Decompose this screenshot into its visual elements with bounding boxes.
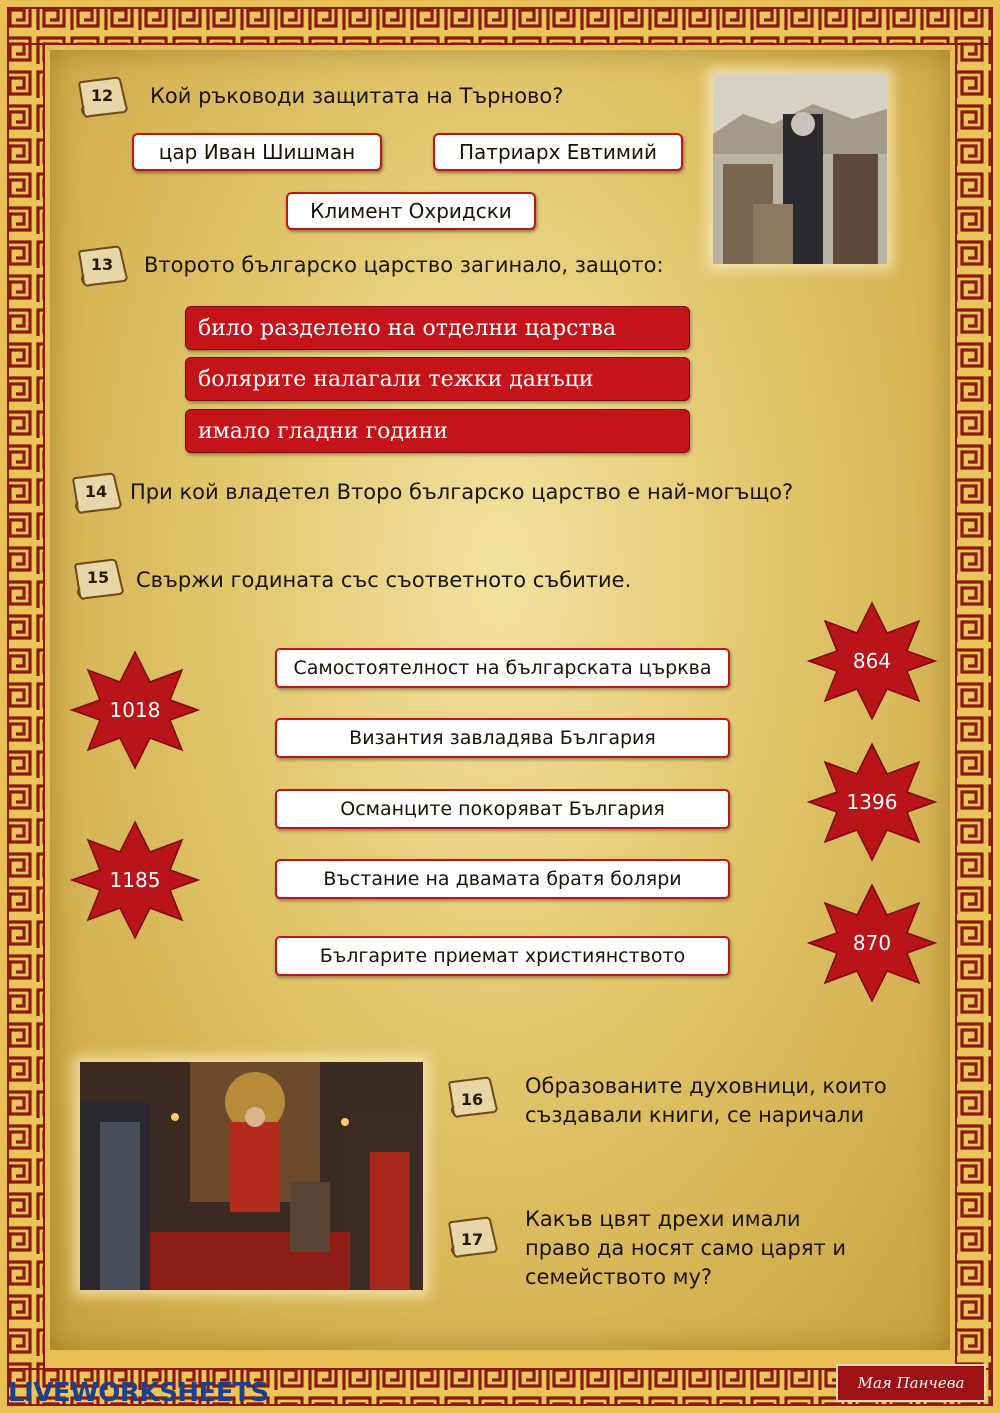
year-star[interactable] (807, 883, 937, 1003)
scroll-icon (446, 1076, 498, 1120)
option-ivan-shishman[interactable]: цар Иван Шишман (132, 133, 382, 171)
question-15-text: Свържи годината със съответното събитие. (136, 568, 632, 592)
question-14-text: При кой владетел Второ българско царство е най-могъщо? (130, 480, 794, 504)
option-kliment-ohridski[interactable]: Климент Охридски (286, 192, 536, 230)
event-card[interactable]: Българите приемат християнството (275, 936, 730, 976)
liveworksheets-logo[interactable]: LIVEWORKSHEETS (8, 1378, 269, 1408)
option-patriarch-evtimiy[interactable]: Патриарх Евтимий (433, 133, 683, 171)
question-17-line: право да носят само царят и (525, 1236, 847, 1260)
year-star[interactable] (70, 650, 200, 770)
question-17-line: Какъв цвят дрехи имали (525, 1207, 801, 1231)
author-badge: Мая Панчева (836, 1364, 986, 1402)
question-number: 13 (90, 255, 114, 274)
answer-option[interactable]: било разделено на отделни царства (185, 306, 690, 350)
question-12-text: Кой ръководи защитата на Търново? (150, 84, 564, 108)
event-card[interactable]: Въстание на двамата братя боляри (275, 859, 730, 899)
question-17-line: семейството му? (525, 1265, 713, 1289)
question-17-text (525, 1205, 846, 1292)
question-number: 16 (460, 1090, 484, 1109)
answer-option[interactable]: болярите налагали тежки данъци (185, 357, 690, 401)
scroll-icon (72, 558, 124, 602)
scroll-icon (70, 472, 122, 516)
event-card[interactable]: Османците покоряват България (275, 789, 730, 829)
scroll-icon (446, 1216, 498, 1260)
year-label: 864 (852, 649, 892, 673)
year-label: 1185 (109, 868, 161, 892)
year-star[interactable] (807, 742, 937, 862)
question-13-text: Второто българско царство загинало, защото: (144, 253, 664, 277)
scroll-icon (76, 245, 128, 289)
year-star[interactable] (70, 820, 200, 940)
question-number: 15 (86, 568, 110, 587)
question-16-text (525, 1072, 887, 1130)
question-number: 17 (460, 1230, 484, 1249)
question-16-line: създавали книги, се наричали (525, 1103, 865, 1127)
painting-tsar-court (80, 1062, 423, 1290)
scroll-icon (76, 76, 128, 120)
year-label: 1018 (109, 698, 161, 722)
event-card[interactable]: Византия завладява България (275, 718, 730, 758)
year-label: 870 (852, 931, 892, 955)
answer-option[interactable]: имало гладни години (185, 409, 690, 453)
year-label: 1396 (846, 790, 898, 814)
question-16-line: Образованите духовници, които (525, 1074, 887, 1098)
event-card[interactable]: Самостоятелност на българската църква (275, 648, 730, 688)
painting-patriarch (713, 74, 887, 264)
question-number: 12 (90, 86, 114, 105)
question-number: 14 (84, 482, 108, 501)
year-star[interactable] (807, 601, 937, 721)
